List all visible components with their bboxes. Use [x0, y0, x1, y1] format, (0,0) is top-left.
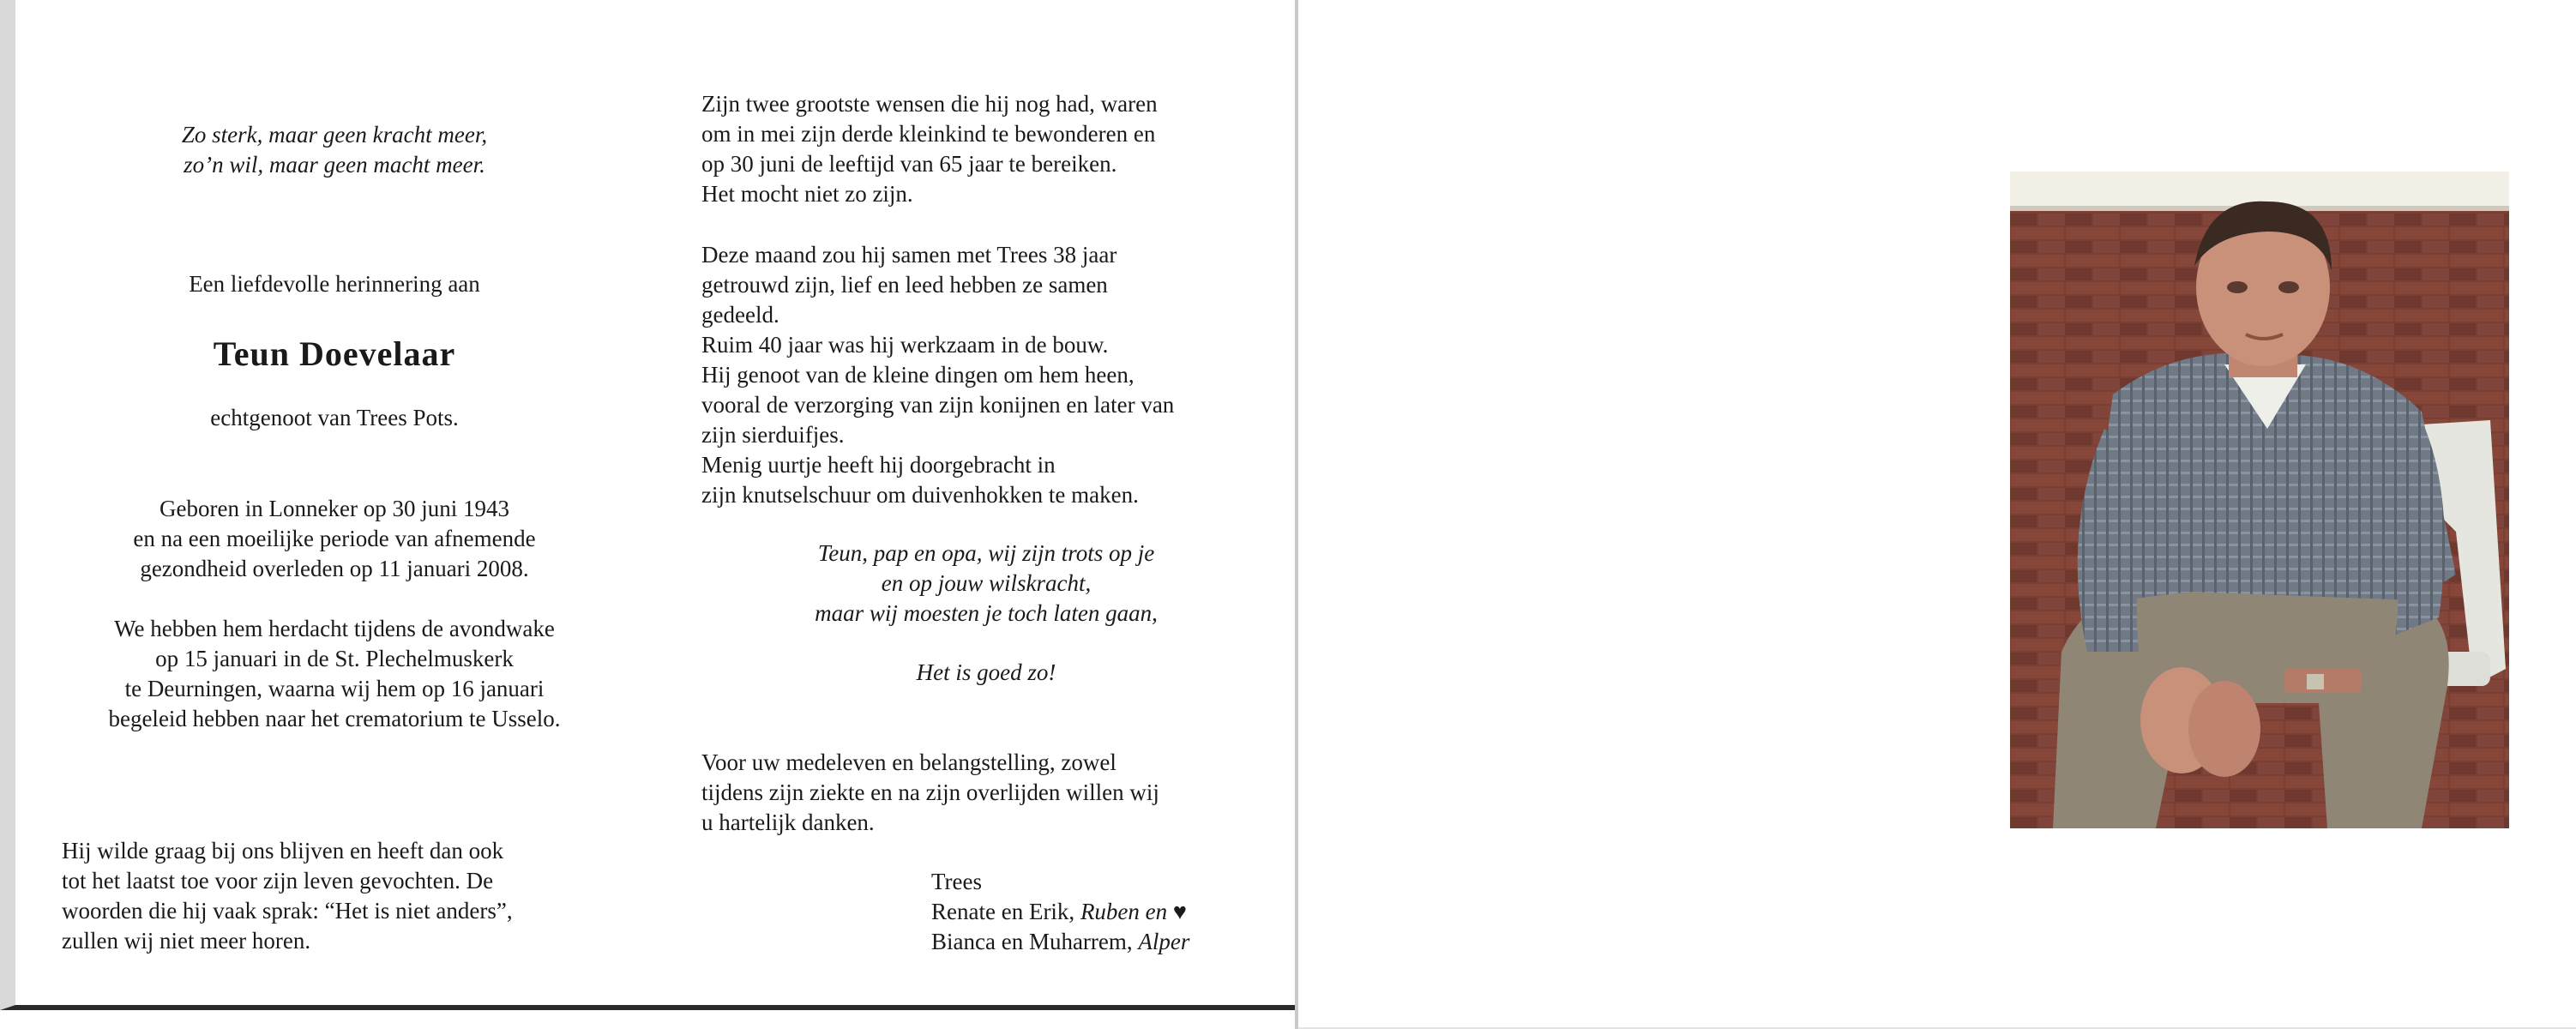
text-line: gedeeld.	[701, 302, 779, 328]
wishes-paragraph	[701, 89, 1250, 209]
thanks-paragraph	[701, 748, 1267, 838]
text-line: Menig uurtje heeft hij doorgebracht in	[701, 452, 1056, 478]
text-line: getrouwd zijn, lief en leed hebben ze samen	[701, 272, 1108, 298]
deceased-name: Teun Doevelaar	[213, 334, 456, 373]
family-names: Renate en Erik,	[931, 899, 1080, 924]
funeral-paragraph	[34, 614, 635, 734]
text-line: woorden die hij vaak sprak: “Het is niet anders”,	[62, 898, 513, 924]
text-line: zullen wij niet meer horen.	[62, 928, 311, 954]
intro-line: Een liefdevolle herinnering aan	[189, 271, 480, 297]
verse	[712, 539, 1261, 629]
text-line: en na een moeilijke periode van afnemende	[133, 526, 536, 551]
text-line: zijn sierduifjes.	[701, 422, 845, 448]
birth-death-paragraph	[34, 494, 635, 584]
family-names: Bianca en Muharrem,	[931, 929, 1139, 954]
text-line: Deze maand zou hij samen met Trees 38 jaar	[701, 242, 1117, 268]
verse-line: maar wij moesten je toch laten gaan,	[815, 600, 1158, 626]
family-line	[931, 897, 1283, 927]
life-paragraph	[701, 240, 1267, 510]
text-line: Hij wilde graag bij ons blijven en heeft dan ook	[62, 838, 504, 864]
family-line	[931, 927, 1283, 957]
text-line: zijn knutselschuur om duivenhokken te maken.	[701, 482, 1139, 508]
verse-line: Teun, pap en opa, wij zijn trots op je	[817, 540, 1155, 566]
text-line: op 30 juni de leeftijd van 65 jaar te bereiken.	[701, 151, 1117, 177]
motto-line: Zo sterk, maar geen kracht meer,	[181, 122, 488, 147]
text-line: op 15 januari in de St. Plechelmuskerk	[155, 646, 514, 671]
grandchild-names: Ruben en ♥	[1080, 899, 1187, 924]
text-line: tot het laatst toe voor zijn leven gevochten. De	[62, 868, 494, 894]
wristwatch	[2307, 674, 2324, 689]
text-line: Hij genoot van de kleine dingen om hem heen,	[701, 362, 1135, 388]
text-line: om in mei zijn derde kleinkind te bewonderen en	[701, 121, 1156, 147]
text-line: Voor uw medeleven en belangstelling, zowel	[701, 749, 1116, 775]
text-line: We hebben hem herdacht tijdens de avondwake	[114, 616, 555, 641]
closing-paragraph	[62, 836, 611, 956]
text-line: Het mocht niet zo zijn.	[701, 181, 913, 207]
text-line: u hartelijk danken.	[701, 809, 875, 835]
motto	[69, 120, 600, 180]
motto-line: zo’n wil, maar geen macht meer.	[184, 152, 485, 178]
family-line: Trees	[931, 869, 983, 894]
portrait-photo	[2010, 172, 2509, 828]
verse-end: Het is goed zo!	[916, 659, 1056, 685]
text-line: Geboren in Lonneker op 30 juni 1943	[159, 496, 509, 521]
family-signature	[931, 867, 1283, 957]
text-line: Zijn twee grootste wensen die hij nog had, waren	[701, 91, 1158, 117]
text-line: begeleid hebben naar het crematorium te Usselo.	[108, 706, 561, 731]
spouse-line: echtgenoot van Trees Pots.	[210, 405, 459, 430]
text-line: gezondheid overleden op 11 januari 2008.	[140, 556, 529, 581]
text-line: Ruim 40 jaar was hij werkzaam in de bouw.	[701, 332, 1109, 358]
text-line: te Deurningen, waarna wij hem op 16 januari	[124, 676, 545, 701]
text-line: tijdens zijn ziekte en na zijn overlijden willen wij	[701, 779, 1159, 805]
grandchild-names: Alper	[1138, 929, 1190, 954]
verse-line: en op jouw wilskracht,	[881, 570, 1092, 596]
text-line: vooral de verzorging van zijn konijnen en later van	[701, 392, 1175, 418]
